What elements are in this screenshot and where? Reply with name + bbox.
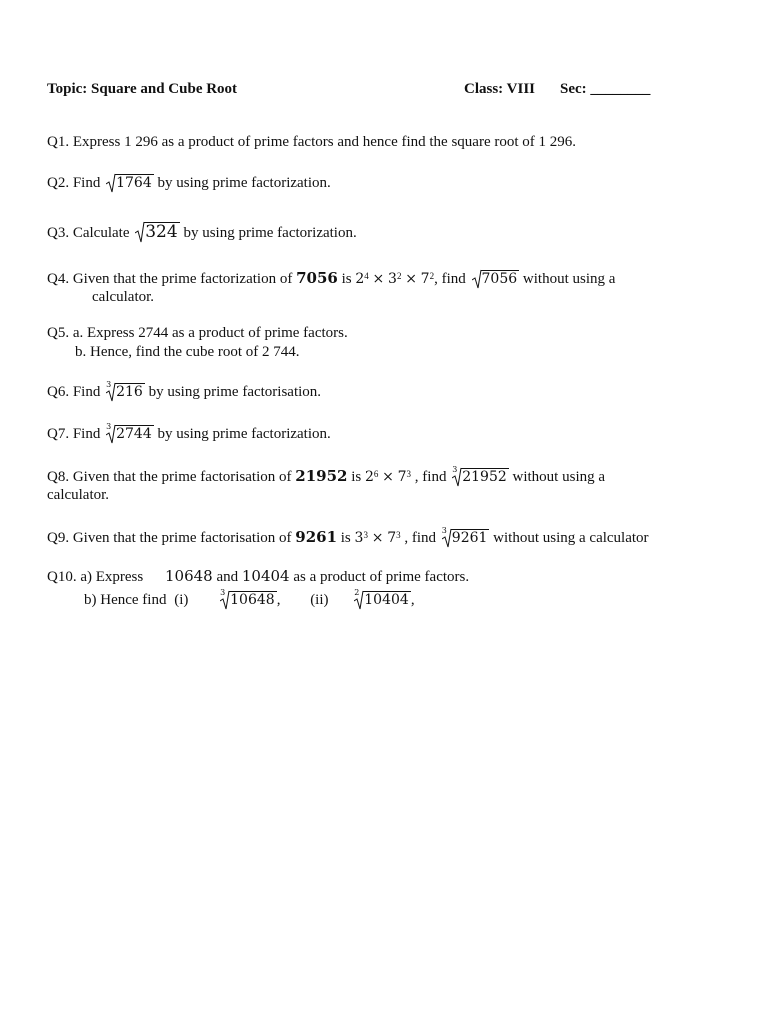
radicand: 10404 — [364, 592, 409, 608]
question-2-suffix: by using prime factorization. — [157, 175, 331, 191]
question-3-prefix: Q3. Calculate — [47, 225, 130, 241]
question-9-find: , find — [404, 530, 437, 546]
radical-sign-icon — [452, 467, 462, 487]
question-9-prefix: Q9. Given that the prime factorisation of — [47, 530, 292, 546]
cube-root-21952 — [452, 465, 509, 486]
radicand: 21952 — [462, 469, 507, 485]
factor-base-1: 3 — [354, 530, 364, 546]
question-4-number: 7056 — [296, 269, 338, 287]
question-4-continuation: calculator. — [92, 289, 155, 305]
question-10-suffix: as a product of prime factors. — [293, 569, 470, 585]
class-label: Class: VIII — [464, 81, 535, 97]
root-index: 3 — [106, 380, 112, 389]
radicand: 9261 — [451, 530, 488, 546]
times-sign: × — [382, 469, 394, 485]
factor-exponent-2: 3 — [406, 469, 412, 479]
question-8-prefix: Q8. Given that the prime factorisation of — [47, 469, 292, 485]
radicand: 1764 — [116, 175, 152, 191]
cube-root-216 — [106, 380, 145, 401]
question-8-number: 21952 — [295, 467, 348, 485]
question-9-number: 9261 — [295, 528, 338, 546]
factor-exponent-2: 2 — [396, 271, 402, 281]
worksheet-topic: Topic: Square and Cube Root — [47, 81, 238, 97]
question-8-continuation: calculator. — [47, 487, 110, 503]
question-1-text: Q1. Express 1 296 as a product of prime factors and hence find the square root of 1 296. — [47, 134, 577, 150]
radical-sign-icon — [220, 590, 230, 610]
root-index: 3 — [452, 465, 458, 474]
factor-base-2: 3 — [388, 271, 397, 287]
question-10-prefix: Q10. a) Express — [47, 569, 144, 585]
question-7-suffix: by using prime factorization. — [157, 426, 331, 442]
question-4 — [47, 269, 615, 288]
root-index: 3 — [220, 588, 226, 597]
question-4-find: , find — [434, 271, 466, 287]
factor-exponent-2: 3 — [396, 530, 401, 540]
times-sign: × — [371, 530, 384, 546]
question-4-suffix: without using a — [522, 271, 616, 287]
factor-base-3: 7 — [420, 271, 430, 287]
part-ii-label: (ii) — [310, 592, 329, 608]
question-8-is: is — [351, 469, 362, 485]
part-i-label: (i) — [174, 592, 189, 608]
square-root-324 — [135, 222, 179, 242]
section-label: Sec: ________ — [560, 81, 651, 97]
factor-exponent-3: 2 — [429, 271, 435, 281]
question-6-prefix: Q6. Find — [47, 384, 101, 400]
factor-exponent-1: 3 — [363, 530, 368, 540]
root-index: 3 — [106, 422, 112, 431]
question-7 — [47, 422, 331, 443]
radical-sign-icon — [106, 173, 116, 193]
root-index: 3 — [441, 526, 447, 535]
question-4-prefix: Q4. Given that the prime factorization of — [47, 271, 293, 287]
question-10-number-2: 10404 — [241, 567, 290, 585]
question-10-and: and — [216, 569, 239, 585]
cube-root-2744 — [106, 422, 154, 443]
question-7-prefix: Q7. Find — [47, 426, 101, 442]
radicand: 216 — [116, 384, 143, 400]
question-4-is: is — [341, 271, 352, 287]
radical-sign-icon — [472, 269, 482, 289]
square-root-1764 — [106, 174, 154, 192]
cube-root-9261 — [441, 526, 490, 547]
factor-exponent-1: 4 — [364, 271, 369, 281]
square-root-7056 — [472, 270, 520, 288]
question-10b — [84, 588, 415, 609]
question-9-suffix: without using a calculator — [493, 530, 649, 546]
question-3 — [47, 222, 357, 242]
factor-exponent-1: 6 — [373, 469, 379, 479]
question-10b-label: b) Hence find — [84, 592, 167, 608]
comma: , — [410, 592, 415, 608]
factor-base-1: 2 — [355, 271, 365, 287]
radical-sign-icon — [442, 528, 452, 548]
radical-sign-icon — [106, 382, 116, 402]
question-8 — [47, 467, 605, 486]
question-3-suffix: by using prime factorization. — [183, 225, 357, 241]
comma: , — [276, 592, 281, 608]
question-9-is: is — [340, 530, 351, 546]
radicand: 10648 — [230, 592, 275, 608]
factor-base-2: 7 — [397, 469, 407, 485]
radicand: 2744 — [116, 426, 152, 442]
question-2 — [47, 174, 331, 192]
question-6-suffix: by using prime factorisation. — [148, 384, 322, 400]
question-2-prefix: Q2. Find — [47, 175, 101, 191]
root-index: 2 — [354, 588, 360, 597]
question-5b: b. Hence, find the cube root of 2 744. — [75, 344, 300, 360]
times-sign: × — [372, 271, 385, 287]
question-9 — [47, 528, 649, 547]
radical-sign-icon — [354, 590, 364, 610]
question-8-suffix: without using a — [512, 469, 606, 485]
radical-sign-icon — [106, 424, 116, 444]
question-10a — [47, 567, 469, 586]
times-sign: × — [405, 271, 417, 287]
radical-sign-icon — [135, 221, 145, 243]
radicand: 7056 — [481, 271, 518, 287]
square-root-10404 — [354, 588, 411, 609]
question-10-number-1: 10648 — [164, 567, 213, 585]
factor-base-2: 7 — [387, 530, 397, 546]
question-8-find: , find — [414, 469, 447, 485]
factor-base-1: 2 — [364, 469, 374, 485]
radicand: 324 — [145, 222, 178, 242]
question-5a: Q5. a. Express 2744 as a product of prime factors. — [47, 325, 348, 341]
cube-root-10648 — [220, 588, 277, 609]
question-6 — [47, 380, 322, 401]
question-1 — [47, 133, 576, 151]
